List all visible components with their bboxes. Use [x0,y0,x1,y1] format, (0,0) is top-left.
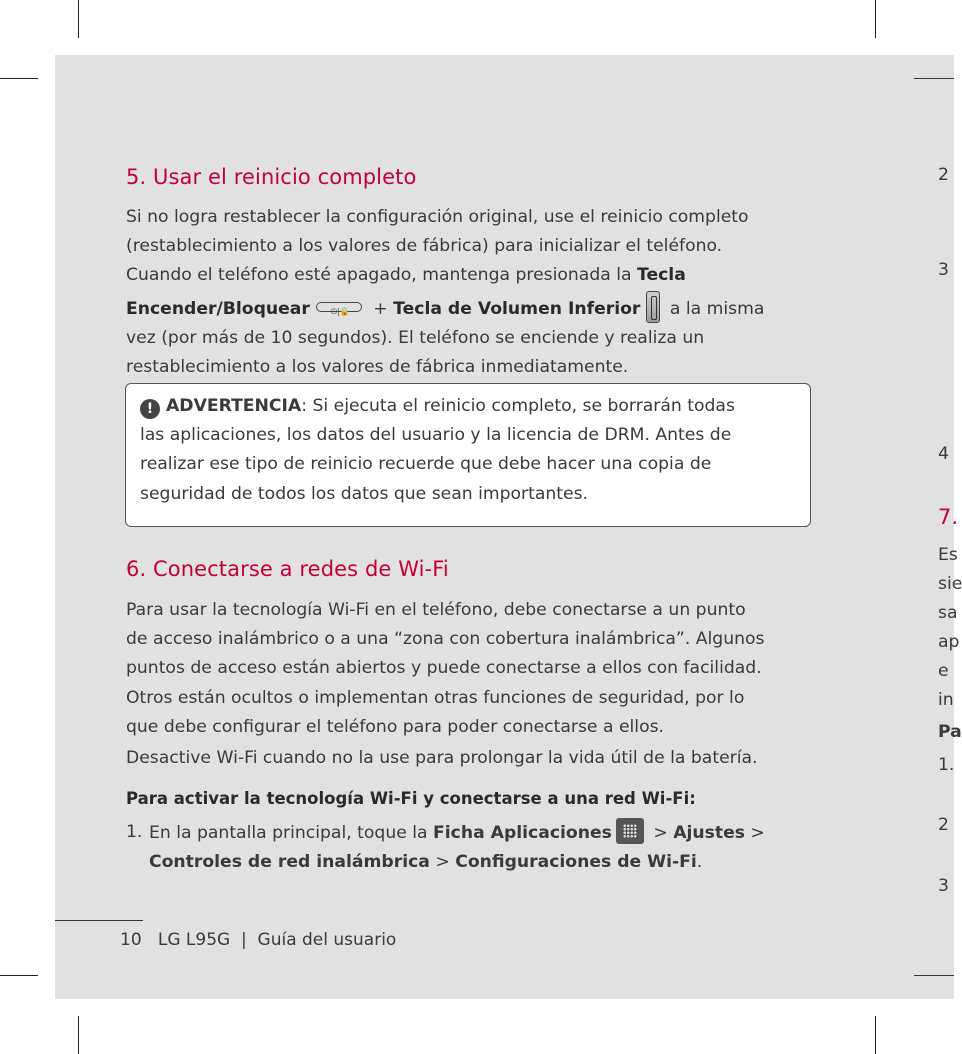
right-step-number: 4 [938,444,949,464]
right-text: sie [938,574,962,594]
page-footer [120,930,396,950]
right-step-number: 1. [938,755,955,775]
step-number: 1. [126,822,143,842]
crop-mark [875,0,876,38]
right-text: sa [938,603,958,623]
volume-down-key-icon [646,291,660,323]
section5-heading: 5. Usar el reinicio completo [126,165,417,189]
right-step-number: 2 [938,815,949,835]
text-line: seguridad de todos los datos que sean importantes. [140,483,589,504]
key-name: Tecla de Volumen Inferior [393,298,641,319]
text-line: Si no logra restablecer la configuración original, use el reinicio completo [126,207,749,227]
right-step-number: 2 [938,165,949,185]
right-text: Es [938,545,958,565]
step-1 [126,818,816,877]
right-step-number: 3 [938,876,949,896]
text-line: Para usar la tecnología Wi-Fi en el teléfono, debe conectarse a un punto [126,600,746,620]
separator: > [429,852,456,873]
power-lock-key-icon: ⏻|🔒 [316,302,362,312]
warning-box [125,383,811,527]
text-line: puntos de acceso están abiertos y puede conectarse a ellos con facilidad. [126,658,762,679]
crop-mark [78,1016,79,1054]
page-number: 10 [120,930,142,950]
text-line: de acceso inalámbrico o a una “zona con cobertura inalámbrica”. Algunos [126,629,765,650]
key-name: Tecla [637,265,686,286]
crop-mark [875,1016,876,1054]
footer-title: LG L95G | Guía del usuario [157,930,397,950]
separator: > [647,823,674,843]
right-heading: 7. [938,505,959,529]
right-text: in [938,690,954,710]
wifi-instructions-heading: Para activar la tecnología Wi-Fi y conectarse a una red Wi-Fi: [126,789,696,808]
right-text: ap [938,632,960,652]
right-subheading: Pa [938,722,962,742]
step-text [149,818,816,877]
menu-item-name: Controles de red inalámbrica [149,852,430,873]
text-line: que debe configurar el teléfono para poder conectarse a ellos. [126,716,665,737]
apps-tab-icon [616,818,644,844]
section6-heading: 6. Conectarse a redes de Wi-Fi [126,557,449,581]
right-crop-line [914,78,954,79]
section6-battery-note: Desactive Wi-Fi cuando no la use para prolongar la vida útil de la batería. [126,748,758,768]
crop-mark [0,975,38,976]
menu-item-name: Ficha Aplicaciones [433,823,612,843]
text-line: (restablecimiento a los valores de fábrica) para inicializar el teléfono. [126,236,723,257]
warning-text [140,392,800,509]
text-line: vez (por más de 10 segundos). El teléfono se enciende y realiza un [126,327,705,348]
key-name: Encender/Bloquear [126,298,310,319]
section5-paragraph [126,203,816,382]
crop-mark [78,0,79,38]
right-step-number: 3 [938,260,949,280]
crop-mark [0,78,38,79]
menu-item-name: Ajustes [673,823,745,843]
text-line: En la pantalla principal, toque la [149,823,434,843]
warning-icon: ! [140,399,160,419]
text-line: restablecimiento a los valores de fábrica inmediatamente. [126,357,629,378]
footer-rule [55,920,143,921]
right-crop-line [914,975,954,976]
text-line: Cuando el teléfono esté apagado, mantenga presionada la [126,265,638,286]
text-line: las aplicaciones, los datos del usuario y la licencia de DRM. Antes de [140,425,732,446]
text-line: : Si ejecuta el reinicio completo, se borrarán todas [301,396,735,416]
text-line: a la misma [664,298,765,319]
text-line: realizar ese tipo de reinicio recuerde que debe hacer una copia de [140,454,712,475]
period: . [696,852,703,873]
plus-sign: + [367,298,394,319]
right-text: e [938,661,949,681]
menu-item-name: Configuraciones de Wi-Fi [455,852,697,873]
warning-label: ADVERTENCIA [166,396,302,416]
separator: > [744,823,765,843]
section6-paragraph [126,596,816,742]
text-line: Otros están ocultos o implementan otras funciones de seguridad, por lo [126,687,745,708]
